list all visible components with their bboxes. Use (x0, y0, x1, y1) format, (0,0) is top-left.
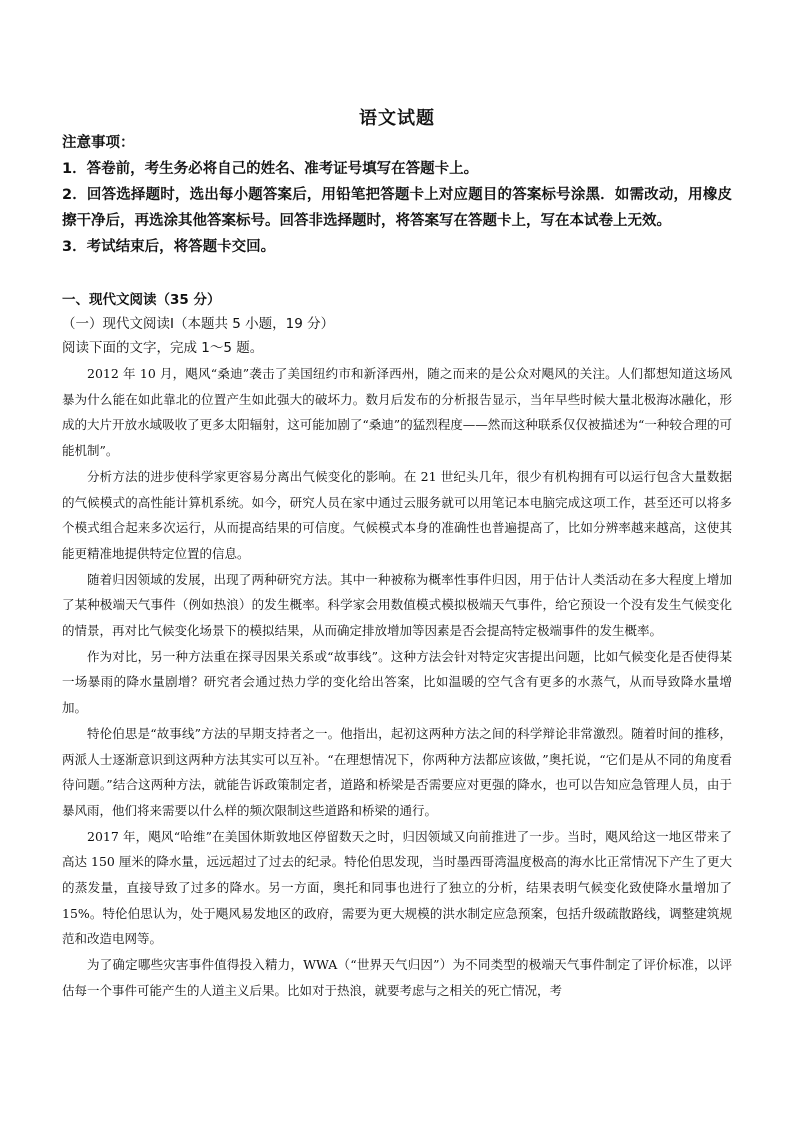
reading-passage (62, 361, 732, 1004)
notice-item-1: 1．答卷前，考生务必将自己的姓名、准考证号填写在答题卡上。 (62, 161, 479, 177)
passage-paragraph-2: 分析方法的进步使科学家更容易分离出气候变化的影响。在 21 世纪头几年，很少有机构拥有可以运行包含大量数据的气候模式的高性能计算机系统。如今，研究人员在家中通过云服务就可以用笔记本电脑完成这项工作，甚至还可以将多个模式组合起来多次运行，从而提高结果的可信度。气候模式本身的准确性也普遍提高了，比如分辨率越来越高，这使其能更精准地提供特定位置的信息。 (62, 468, 732, 561)
passage-paragraph-3: 随着归因领域的发展，出现了两种研究方法。其中一种被称为概率性事件归因，用于估计人类活动在多大程度上增加了某种极端天气事件（例如热浪）的发生概率。科学家会用数值模式模拟极端天气事件，给它预设一个没有发生气候变化的情景，再对比气候变化场景下的模拟结果，从而确定排放增加等因素是否会提高特定极端事件的发生概率。 (62, 571, 732, 639)
section-instruction: 阅读下面的文字，完成 1～5 题。 (62, 340, 264, 356)
passage-paragraph-1: 2012 年 10 月，飓风“桑迪”袭击了美国纽约市和新泽西州，随之而来的是公众对飓风的关注。人们都想知道这场风暴为什么能在如此靠北的位置产生如此强大的破坏力。数月后发布的分析报告显示，当年早些时候大量北极海冰融化，形成的大片开放水域吸收了更多太阳辐射，这可能加剧了“桑迪”的猛烈程度——然而这种联系仅仅被描述为“一种较合理的可能机制”。 (62, 366, 732, 459)
passage-paragraph-6: 2017 年，飓风“哈维”在美国休斯敦地区停留数天之时，归因领域又向前推进了一步。当时，飓风给这一地区带来了高达 150 厘米的降水量，远远超过了过去的纪录。特伦伯思发现，当时墨西哥湾温度极高的海水比正常情况下产生了更大的蒸发量，直接导致了过多的降水。另一方面，奥托和同事也进行了独立的分析，结果表明气候变化致使降水量增加了 15%。特伦伯思认为，处于飓风易发地区的政府，需要为更大规模的洪水制定应急预案，包括升级疏散路线，调整建筑规范和改造电网等。 (62, 828, 732, 947)
notice-heading: 注意事项： (62, 135, 135, 151)
notice-block (62, 130, 732, 260)
notice-item-2: 2．回答选择题时，选出每小题答案后，用铅笔把答题卡上对应题目的答案标号涂黑．如需改动，用橡皮擦干净后，再选涂其他答案标号。回答非选择题时，将答案写在答题卡上，写在本试卷上无效。 (62, 187, 732, 229)
page-title: 语文试题 (359, 108, 435, 129)
passage-paragraph-7: 为了确定哪些灾害事件值得投入精力，WWA（“世界天气归因”）为不同类型的极端天气事件制定了评价标准，以评估每一个事件可能产生的人道主义后果。比如对于热浪，就要考虑与之相关的死亡情况，考 (62, 957, 732, 998)
notice-item-3: 3．考试结束后，将答题卡交回。 (62, 239, 276, 255)
section-heading: 一、现代文阅读（35 分） (62, 292, 221, 308)
passage-paragraph-5: 特伦伯思是“故事线”方法的早期支持者之一。他指出，起初这两种方法之间的科学辩论非常激烈。随着时间的推移，两派人士逐渐意识到这两种方法其实可以互补。“在理想情况下，你两种方法都应该做，”奥托说，“它们是从不同的角度看待问题。”结合这两种方法，就能告诉政策制定者，道路和桥梁是否需要应对更强的降水，也可以告知应急管理人员，由于暴风雨，他们将来需要以什么样的频次限制这些道路和桥梁的通行。 (62, 725, 732, 818)
passage-paragraph-4: 作为对比，另一种方法重在探寻因果关系或“故事线”。这种方法会针对特定灾害提出问题，比如气候变化是否使得某一场暴雨的降水量剧增？研究者会通过热力学的变化给出答案，比如温暖的空气含有更多的水蒸气，从而导致降水量增加。 (62, 648, 732, 716)
section-subheading: （一）现代文阅读Ⅰ（本题共 5 小题，19 分） (62, 316, 335, 332)
